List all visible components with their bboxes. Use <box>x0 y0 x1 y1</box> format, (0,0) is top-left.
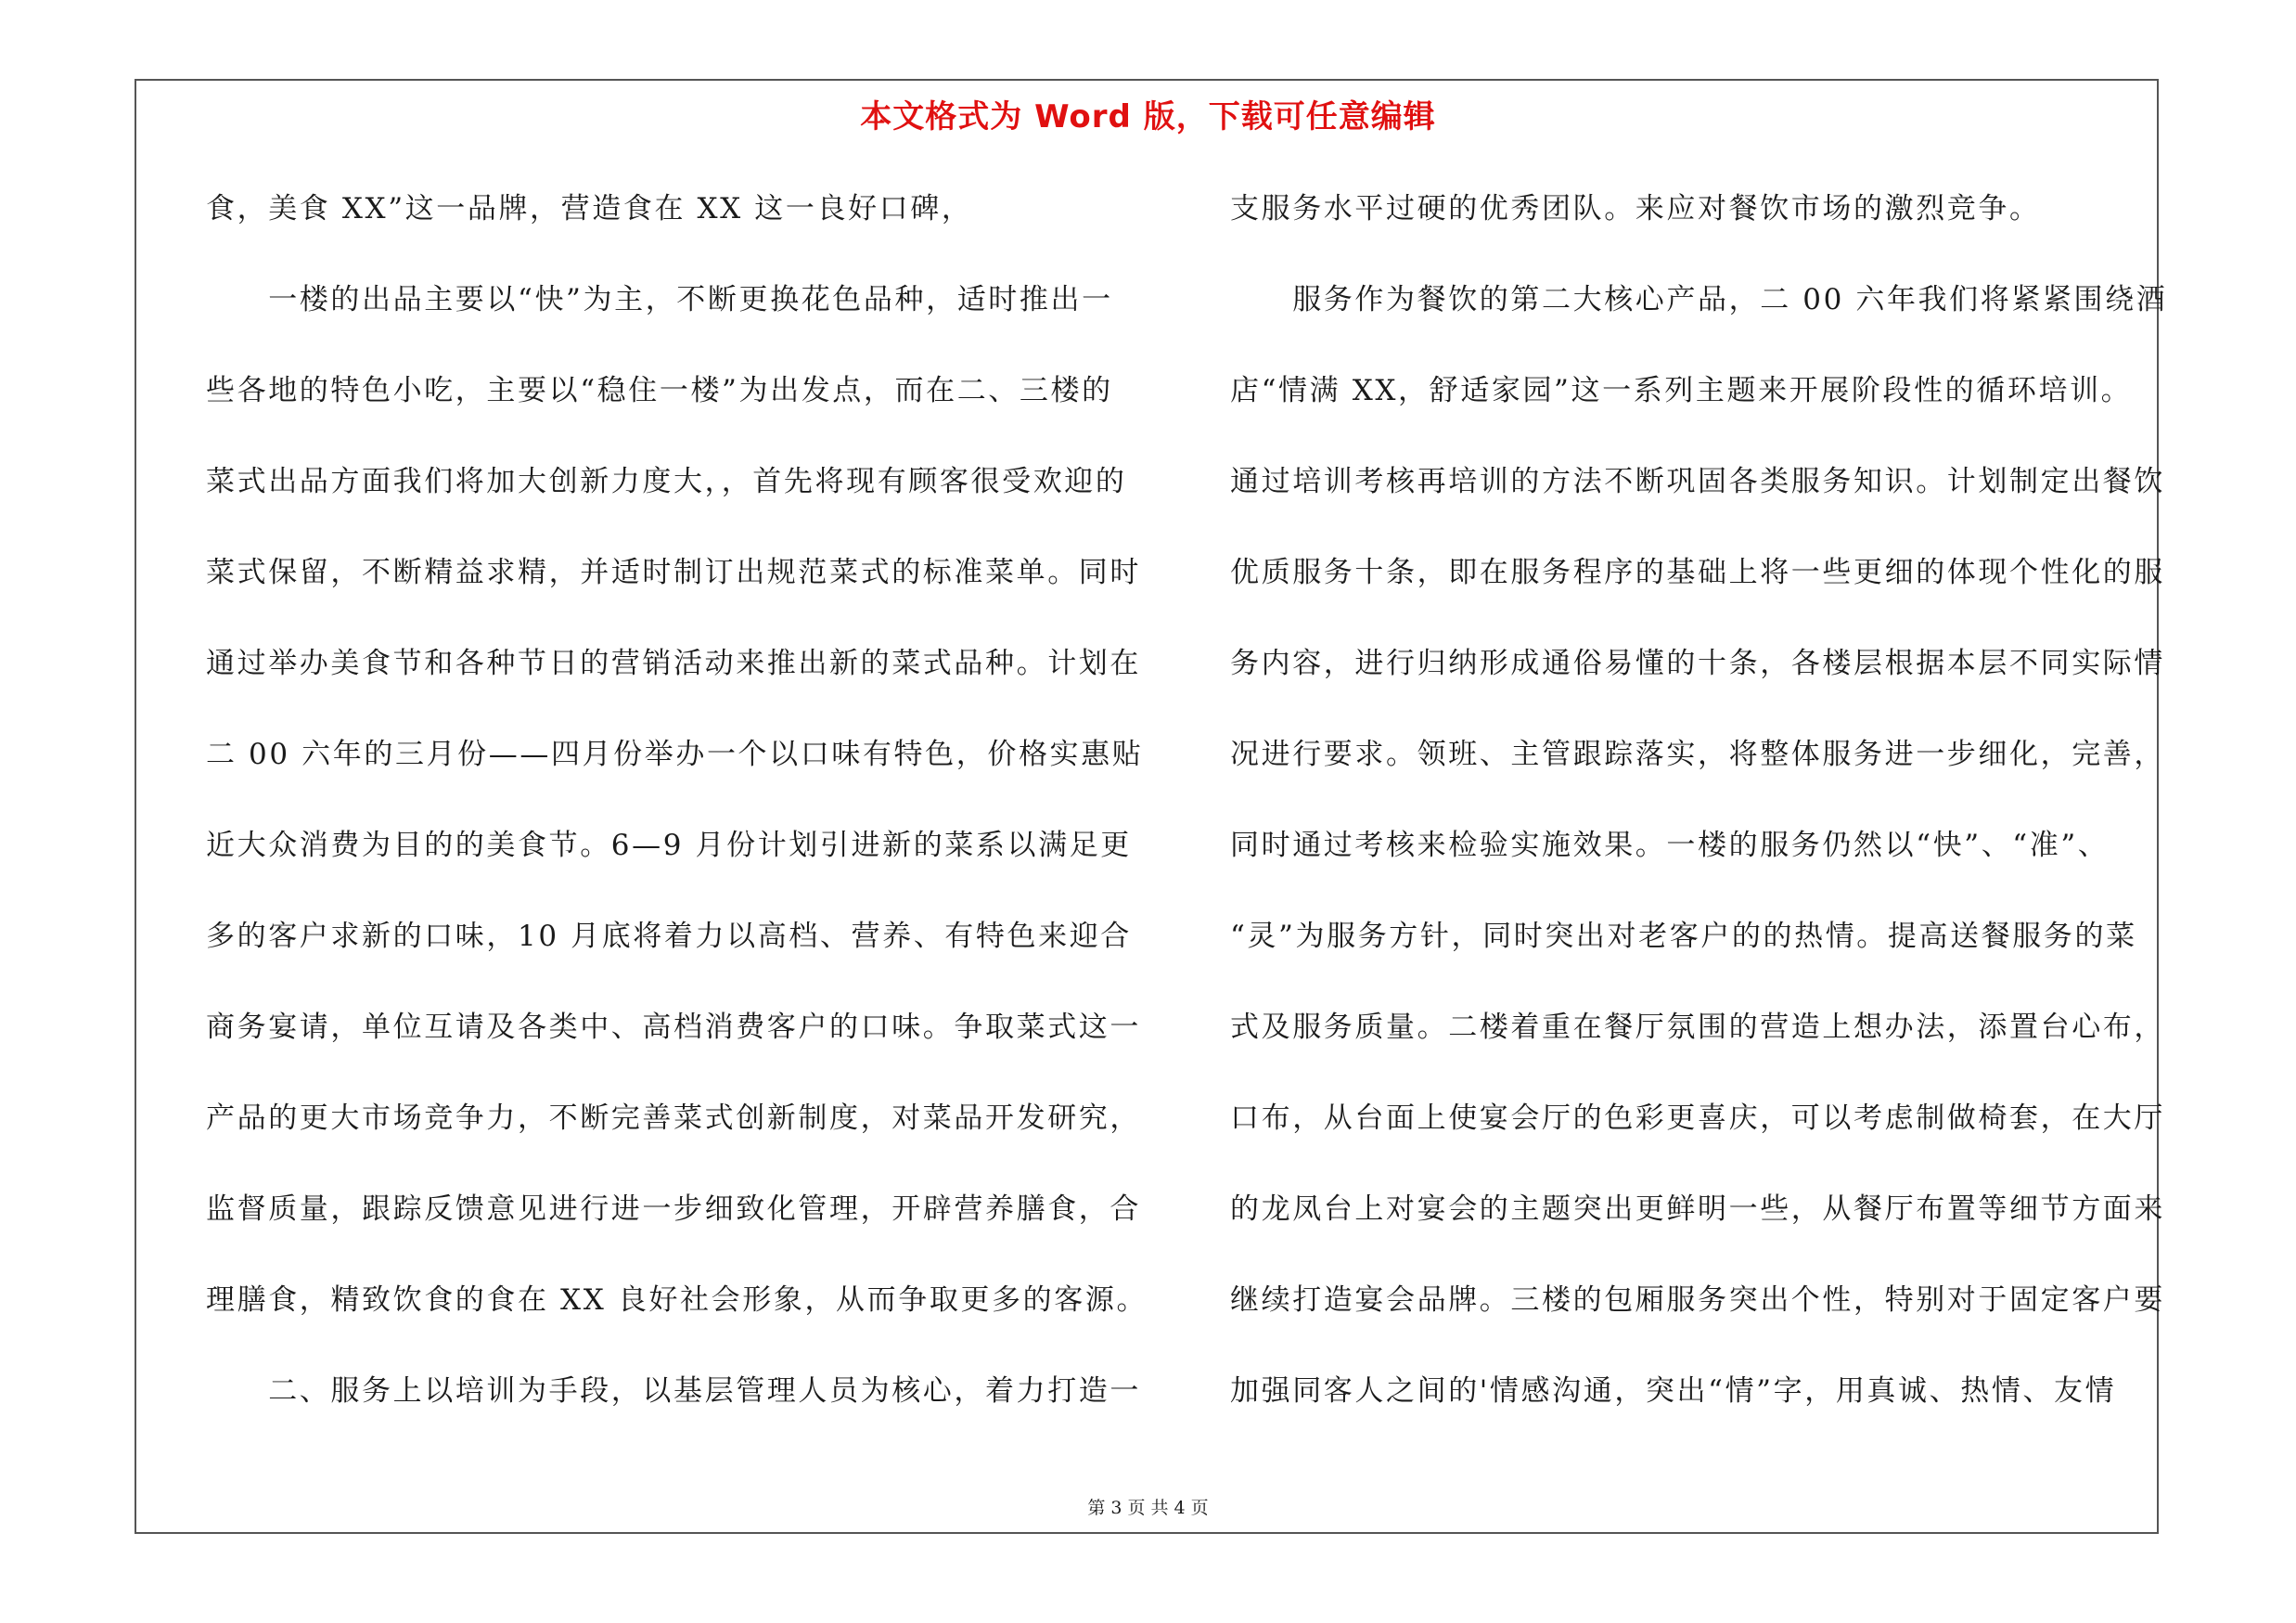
page-number: 第 3 页 共 4 页 <box>1087 1498 1209 1518</box>
text-line: 些各地的特色小吃，主要以“稳住一楼”为出发点，而在二、三楼的 <box>206 374 1113 407</box>
text-line: 况进行要求。领班、主管跟踪落实，将整体服务进一步细化，完善， <box>1230 738 2165 771</box>
text-line: 监督质量，跟踪反馈意见进行进一步细致化管理，开辟营养膳食，合 <box>206 1192 1141 1226</box>
text-line: 同时通过考核来检验实施效果。一楼的服务仍然以“快”、“准”、 <box>1230 829 2110 862</box>
text-line: 的龙凤台上对宴会的主题突出更鲜明一些，从餐厅布置等细节方面来 <box>1230 1192 2165 1226</box>
left-text-column <box>206 186 1148 1459</box>
right-text-column <box>1230 186 2172 1459</box>
text-line: 近大众消费为目的的美食节。6—9 月份计划引进新的菜系以满足更 <box>206 829 1132 862</box>
text-line: 务内容，进行归纳形成通俗易懂的十条，各楼层根据本层不同实际情 <box>1230 647 2165 680</box>
text-line: 通过举办美食节和各种节日的营销活动来推出新的菜式品种。计划在 <box>206 647 1141 680</box>
text-line: 二 00 六年的三月份——四月份举办一个以口味有特色，价格实惠贴 <box>206 738 1144 771</box>
text-line: 加强同客人之间的'情感沟通，突出“情”字，用真诚、热情、友情 <box>1230 1374 2117 1408</box>
page-footer <box>0 1494 2296 1519</box>
text-line: 产品的更大市场竞争力，不断完善菜式创新制度，对菜品开发研究， <box>206 1101 1141 1135</box>
text-line: 菜式出品方面我们将加大创新力度大，，首先将现有顾客很受欢迎的 <box>206 465 1127 498</box>
text-line: “灵”为服务方针，同时突出对老客户的的热情。提高送餐服务的菜 <box>1230 920 2137 953</box>
text-line: 支服务水平过硬的优秀团队。来应对餐饮市场的激烈竞争。 <box>1230 192 2041 225</box>
text-line: 服务作为餐饮的第二大核心产品，二 00 六年我们将紧紧围绕酒 <box>1230 283 2168 316</box>
text-line: 通过培训考核再培训的方法不断巩固各类服务知识。计划制定出餐饮 <box>1230 465 2165 498</box>
text-line: 一楼的出品主要以“快”为主，不断更换花色品种，适时推出一 <box>206 283 1113 316</box>
text-line: 优质服务十条，即在服务程序的基础上将一些更细的体现个性化的服 <box>1230 556 2165 589</box>
text-line: 继续打造宴会品牌。三楼的包厢服务突出个性，特别对于固定客户要 <box>1230 1283 2165 1317</box>
text-line: 菜式保留，不断精益求精，并适时制订出规范菜式的标准菜单。同时 <box>206 556 1141 589</box>
format-notice-banner <box>0 91 2296 136</box>
format-notice-text: 本文格式为 Word 版，下载可任意编辑 <box>860 98 1436 135</box>
text-line: 商务宴请，单位互请及各类中、高档消费客户的口味。争取菜式这一 <box>206 1011 1141 1044</box>
text-line: 多的客户求新的口味，10 月底将着力以高档、营养、有特色来迎合 <box>206 920 1132 953</box>
text-line: 理膳食，精致饮食的食在 XX 良好社会形象，从而争取更多的客源。 <box>206 1283 1148 1317</box>
text-line: 式及服务质量。二楼着重在餐厅氛围的营造上想办法，添置台心布， <box>1230 1011 2165 1044</box>
text-line: 食，美食 XX”这一品牌，营造食在 XX 这一良好口碑， <box>206 192 973 225</box>
text-line: 二、服务上以培训为手段，以基层管理人员为核心，着力打造一 <box>206 1374 1141 1408</box>
text-line: 口布，从台面上使宴会厅的色彩更喜庆，可以考虑制做椅套，在大厅 <box>1230 1101 2165 1135</box>
text-line: 店“情满 XX，舒适家园”这一系列主题来开展阶段性的循环培训。 <box>1230 374 2133 407</box>
